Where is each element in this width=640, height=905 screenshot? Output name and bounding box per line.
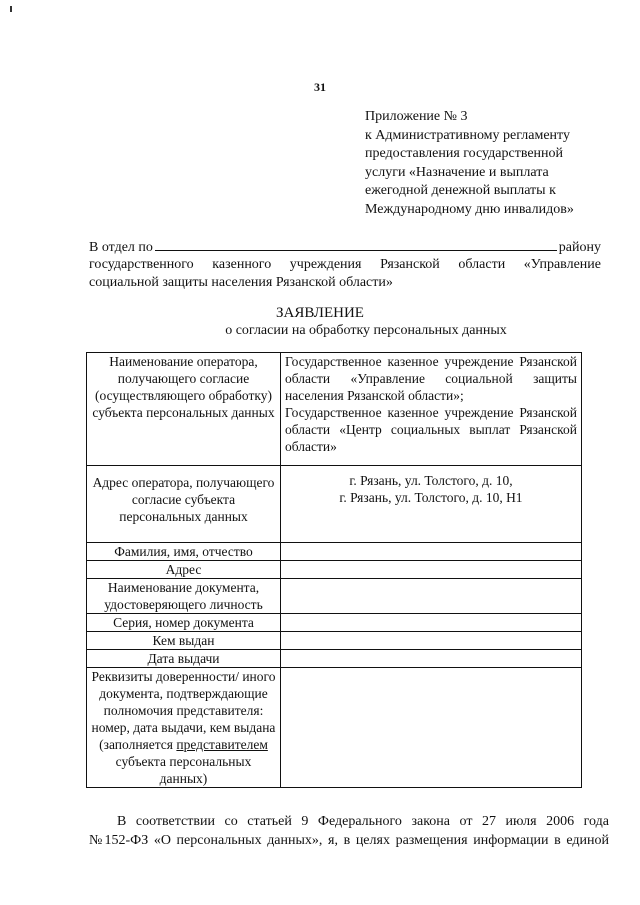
table-row bbox=[87, 632, 582, 650]
series-number-field[interactable] bbox=[281, 614, 582, 632]
poa-label-part1: Реквизиты доверенности/ иного документа, подтверждающие полномочия представителя: номер, дата выдачи, кем выдана (заполняется bbox=[91, 669, 276, 752]
operator-address-label: Адрес оператора, получающего согласие субъекта персональных данных bbox=[87, 466, 281, 543]
appendix-line: к Административному регламенту bbox=[365, 127, 570, 143]
appendix-line: услуги «Назначение и выплата bbox=[365, 164, 549, 180]
document-subtitle: о согласии на обработку персональных данных bbox=[225, 323, 507, 338]
addressee-prefix: В отдел по bbox=[89, 240, 153, 255]
appendix-line: Международному дню инвалидов» bbox=[365, 201, 574, 217]
appendix-line: ежегодной денежной выплаты к bbox=[365, 183, 556, 198]
operator-address-value bbox=[281, 466, 582, 543]
consent-table bbox=[86, 352, 582, 788]
id-document-field[interactable] bbox=[281, 579, 582, 614]
appendix-block bbox=[365, 108, 630, 219]
full-name-label: Фамилия, имя, отчество bbox=[87, 543, 281, 561]
appendix-line: предоставления государственной bbox=[365, 146, 564, 161]
issued-by-label: Кем выдан bbox=[87, 632, 281, 650]
id-document-label: Наименование документа, удостоверяющего личность bbox=[87, 579, 281, 614]
footer-line-1: В соответствии со статьей 9 Федерального закона от 27 июля 2006 года bbox=[117, 814, 609, 829]
power-of-attorney-field[interactable] bbox=[281, 668, 582, 788]
addressee-suffix: району bbox=[558, 240, 601, 255]
footer-line-2: №152-ФЗ «О персональных данных», я, в целях размещения информации в единой bbox=[89, 833, 609, 848]
issued-by-field[interactable] bbox=[281, 632, 582, 650]
table-row bbox=[87, 650, 582, 668]
addressee-line-2: государственного казенного учреждения Рязанской области «Управление bbox=[89, 257, 601, 272]
document-title: ЗАЯВЛЕНИЕ bbox=[276, 305, 364, 321]
page-number: 31 bbox=[314, 80, 326, 94]
operator-name-label: Наименование оператора, получающего согласие (осуществляющего обработку) субъекта персональных данных bbox=[87, 353, 281, 466]
table-row bbox=[87, 543, 582, 561]
poa-label-underlined: представителем bbox=[176, 737, 268, 752]
table-row bbox=[87, 668, 582, 788]
table-row bbox=[87, 579, 582, 614]
poa-label-part2: субъекта персональных данных) bbox=[115, 754, 252, 786]
scan-mark bbox=[10, 6, 12, 12]
operator-name-value-b: Государственное казенное учреждение Рязанской области «Центр социальных выплат Рязанской области» bbox=[285, 405, 577, 454]
series-number-label: Серия, номер документа bbox=[87, 614, 281, 632]
address-label: Адрес bbox=[87, 561, 281, 579]
operator-address-value-b: г. Рязань, ул. Толстого, д. 10, Н1 bbox=[339, 490, 523, 505]
district-blank-line bbox=[155, 238, 557, 251]
operator-name-value-a: Государственное казенное учреждение Рязанской области «Управление социальной защиты населения Рязанской области»; bbox=[285, 354, 577, 403]
operator-address-value-a: г. Рязань, ул. Толстого, д. 10, bbox=[349, 473, 513, 488]
table-row bbox=[87, 353, 582, 466]
issue-date-field[interactable] bbox=[281, 650, 582, 668]
table-row bbox=[87, 561, 582, 579]
address-field[interactable] bbox=[281, 561, 582, 579]
full-name-field[interactable] bbox=[281, 543, 582, 561]
power-of-attorney-label bbox=[87, 668, 281, 788]
issue-date-label: Дата выдачи bbox=[87, 650, 281, 668]
table-row bbox=[87, 614, 582, 632]
addressee-line-1 bbox=[89, 238, 601, 257]
operator-name-value bbox=[281, 353, 582, 466]
table-row bbox=[87, 466, 582, 543]
appendix-line: Приложение № 3 bbox=[365, 109, 468, 124]
addressee-line-3: социальной защиты населения Рязанской области» bbox=[89, 275, 393, 290]
